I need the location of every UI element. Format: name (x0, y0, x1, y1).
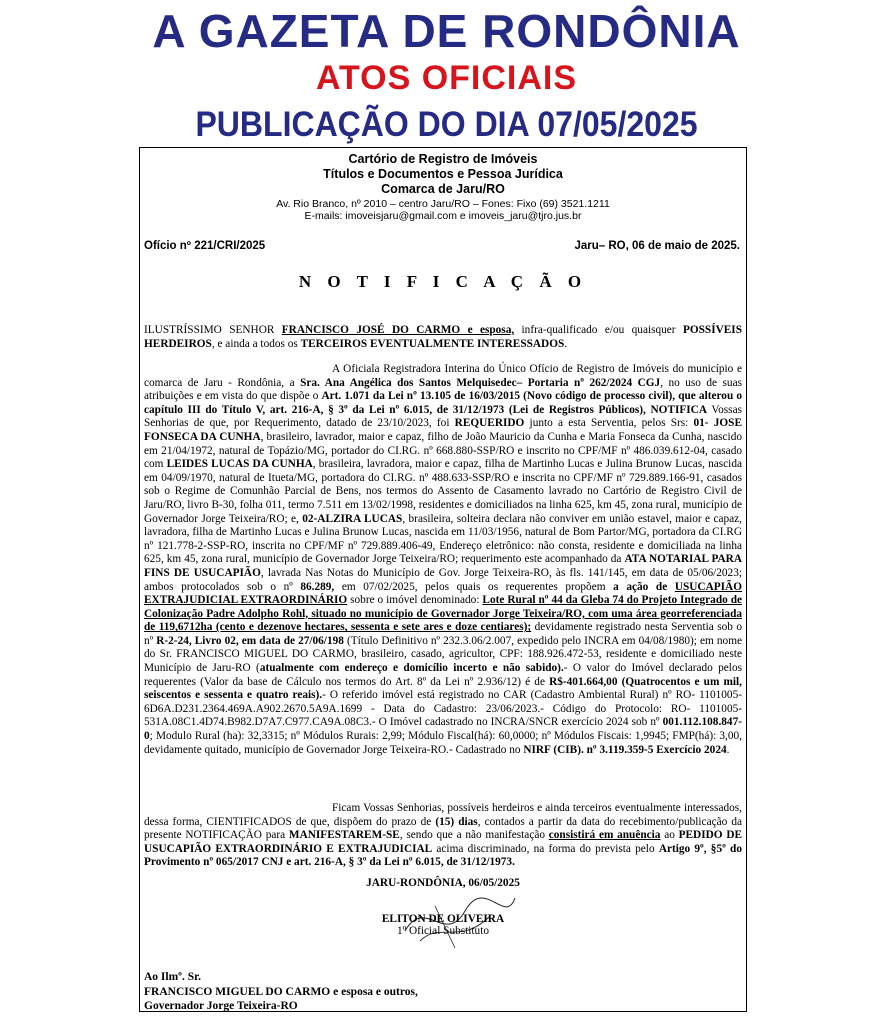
text-span: sobre o imóvel denominado: (347, 594, 483, 607)
text-span: em 07/02/2025, pelos quais os requerentes propõem (334, 580, 614, 593)
text-span: ATA NOTARIAL PARA FINS DE USUCAPIÃO (144, 553, 742, 579)
registry-emails: E-mails: imoveisjaru@gmail.com e imoveis_jaru@tjro.jus.br (304, 210, 582, 222)
text-span: . (726, 743, 730, 756)
notice-title: N O T I F I C A Ç Ã O (298, 272, 588, 291)
addressee-line: Governador Jorge Teixeira-RO (144, 1000, 298, 1012)
text-span: junto a esta Serventia, pelos Srs: (524, 417, 694, 430)
heirs-label: POSSÍVEIS HERDEIROS (144, 324, 742, 350)
text-span: 01- JOSE FONSECA DA CUNHA (144, 417, 742, 443)
text-span: , no uso de suas atribuições e em vista do que dispõe o (144, 376, 742, 403)
text-span: - O referido imóvel está registrado no CAR (Cadastro Ambiental Rural) nº RO- 1101005-6D6A.D231.2364.469A.A902.2670.5A9A.1699 - Data do Cadastro: 23/06/2023.- Código do Protocolo: RO- 1101005-531A.08C1.4D74.B982.D7A7.C977.CA9A.08C3.- O Imóvel cadastrado no INCRA/SNCR exercício 2024 sob nº (144, 689, 742, 729)
section-title: ATOS OFICIAIS (315, 59, 578, 97)
text-span: , brasileira, lavradora, maior e capaz, filha de Martinho Lucas e Julina Brunow Lucas, nascida em 04/09/1970, natural de Itueta/MG, portadora do CI.RG. nº 488.633-SSP/RO e inscrita no CPF/MF nº 729.889.166-91, casados sob o Regime de Comunhão Parcial de Bens, nos termos do Assento de Casamento lavrado no Cartório de Registro Civil de Jaru/RO, livro B-30, folha 011, termo 7.511 em 13/02/1998, residentes e domiciliados na linha 625, km 45, zona rural, município de Governador Jorge Teixeira/RO; e, (144, 458, 742, 525)
text-span: atualmente com endereço e domicílio incerto e não sabido). (259, 662, 564, 675)
text-span: , e ainda a todos os (211, 337, 301, 350)
publication-date: PUBLICAÇÃO DO DIA 07/05/2025 (195, 104, 698, 144)
text-span: Ficam Vossas Senhorias, possíveis herdeiros e ainda terceiros eventualmente interessados, dessa forma, CIENTIFICADOS de que, dispõem do prazo de (144, 802, 742, 828)
text-span: a ação de (613, 580, 675, 593)
main-paragraph (144, 363, 742, 757)
text-span: Art. 1.071 da Lei nº 13.105 de 16/03/2015 (Novo código de processo civil), que alterou o capítulo III do Título V, art. 216-A, § 3º da Lei nº 6.015, de 31/12/1973 (Lei de Registros Públicos), NOTIFICA (144, 390, 743, 416)
text-span: NIRF (CIB). nº 3.119.359-5 Exercício 2024 (523, 743, 727, 756)
text-span: 02-ALZIRA LUCAS (302, 512, 403, 525)
text-span: Sra. Ana Angélica dos Santos Melquisedec– Portaria nº 262/2024 CGJ (300, 376, 661, 389)
text-span: PEDIDO DE USUCAPIÃO EXTRAORDINÁRIO E EXTRAJUDICIAL (144, 829, 743, 855)
text-span: devidamente registrado nesta Serventia sob o nº (144, 621, 742, 647)
text-span: Artigo 9º, §5º do Provimento nº 065/2017 CNJ e art. 216-A, § 3º da Lei nº 6.015, de 31/12/1973. (144, 842, 742, 869)
text-span: , brasileiro, lavrador, maior e capaz, filho de João Mauricio da Cunha e Maria Fonseca da Cunha, nascido em 21/04/1972, natural de Topázio/MG, portador do CI.RG. nº 668.880-SSP/RO e inscrito no CPF/MF nº 486.039.612-04, casado com (144, 430, 742, 471)
text-span: Vossas Senhorias de que, por Requerimento, datado de 23/10/2023, foi (144, 403, 742, 430)
text-span: USUCAPIÃO EXTRAJUDICIAL EXTRAORDINÁRIO (144, 580, 742, 607)
text-span: - O valor do Imóvel declarado pelos requerentes (Valor da base de Cálculo nos termos do Art. 8º da Lei nº 2.936/12) é de (144, 662, 742, 688)
oficio-number: Ofício nº 221/CRI/2025 (144, 240, 266, 252)
registry-name: Cartório de Registro de Imóveis (348, 152, 538, 166)
text-span: consistirá em anuência (548, 829, 661, 842)
text-span: ILUSTRÍSSIMO SENHOR (144, 324, 282, 336)
text-span: A Oficiala Registradora Interina do Único Ofício de Registro de Imóveis do município e comarca de Jaru - Rondônia, a (144, 363, 742, 389)
text-span: R$-401.664,00 (Quatrocentos e um mil, seiscentos e sessenta e quatro reais). (144, 675, 742, 702)
place-date: Jaru– RO, 06 de maio de 2025. (574, 240, 740, 252)
text-span: , lavrada Nas Notas do Município de Gov. Jorge Teixeira-RO, às fls. 141/145, em data de 05/06/2023; ambos protocolados sob o nº (144, 566, 742, 593)
text-span: , brasileira, solteira declara não conviver em união estavel, maior e capaz, lavradora, filha de Martinho Lucas e Julina Brunow Lucas, nascida em 11/03/1956, natural de Bom Partor/MG, portadora da CI.RG nº 121.778-2-SSP-RO, inscrita no CPF/MF nº 729.889.406-49, Endereço eletrônico: não consta, residente e domiciliada na linha 625, km 45, zona rural, município de Governador Jorge Teixeira/RO; requerimento este acompanhado da (144, 512, 742, 566)
signature-place-date: JARU-RONDÔNIA, 06/05/2025 (366, 877, 520, 889)
text-span: ao (660, 829, 679, 842)
text-span: infra-qualificado e/ou quaisquer (514, 324, 683, 336)
registry-address: Av. Rio Branco, nº 2010 – centro Jaru/RO – Fones: Fixo (69) 3521.1211 (276, 198, 610, 210)
addressee-line: Ao Ilmº. Sr. (144, 971, 202, 983)
text-span: Lote Rural nº 44 da Gleba 74 do Projeto Integrado de Colonização Padre Adolpho Rohl, situado no município de Governador Jorge Teixeira/RO, com uma área georreferenciada de 119,6712ha (cento e dezenove hectares, sessenta e sete ares e doze centiares); (144, 594, 742, 634)
deadline-paragraph (144, 802, 742, 870)
text-span: MANIFESTAREM-SE (288, 829, 400, 842)
text-span: ; Modulo Rural (ha): 32,3315; nº Módulos Rurais: 2,99; Módulo Fiscal(há): 60,0000; nº Módulos Fiscais: 1,9945; FMP(há): 3,00, devidamente quitado, município de Governador Jorge Teixeira-RO.- Cadastrado no (144, 730, 742, 756)
salutation-paragraph (144, 324, 742, 351)
registry-subtitle: Títulos e Documentos e Pessoa Jurídica (323, 167, 563, 181)
text-span: , sendo que a não manifestação (399, 829, 549, 842)
text-span: (Título Definitivo nº 232.3.06/2.007, expedido pelo INCRA em 04/08/1980); em nome do Sr. FRANCISCO MIGUEL DO CARMO, brasileiro, casado, agricultor, CPF: 188.926.472-53, residente e domiciliado neste Município de Jaru-RO ( (144, 634, 742, 675)
text-span: 86.289, (300, 580, 335, 593)
addressee-block (144, 970, 418, 1014)
text-span: LEIDES LUCAS DA CUNHA (166, 458, 313, 471)
addressee-line: FRANCISCO MIGUEL DO CARMO e esposa e outros, (144, 985, 418, 998)
text-span: , contados a partir da data do recebimento/publicação da presente NOTIFICAÇÃO para (144, 815, 742, 842)
text-span: 001.112.108.847-0 (144, 716, 742, 743)
signatory-name: ELITON DE OLIVEIRA (381, 913, 505, 925)
text-span: . (564, 337, 568, 350)
third-parties-label: TERCEIROS EVENTUALMENTE INTERESSADOS (300, 337, 565, 350)
newspaper-title: A GAZETA DE RONDÔNIA (152, 5, 741, 57)
text-span: R-2-24, Livro 02, em data de 27/06/198 (156, 634, 344, 647)
addressee-name: FRANCISCO JOSÉ DO CARMO e esposa, (281, 324, 515, 336)
text-span: acima discriminado, na forma do prevista pelo (432, 842, 659, 855)
signatory-role: 1º Oficial Substituto (397, 925, 489, 937)
text-span: REQUERIDO (454, 417, 525, 430)
registry-district: Comarca de Jaru/RO (381, 182, 505, 196)
notice-document (139, 147, 747, 1012)
text-span: (15) dias (435, 815, 478, 828)
